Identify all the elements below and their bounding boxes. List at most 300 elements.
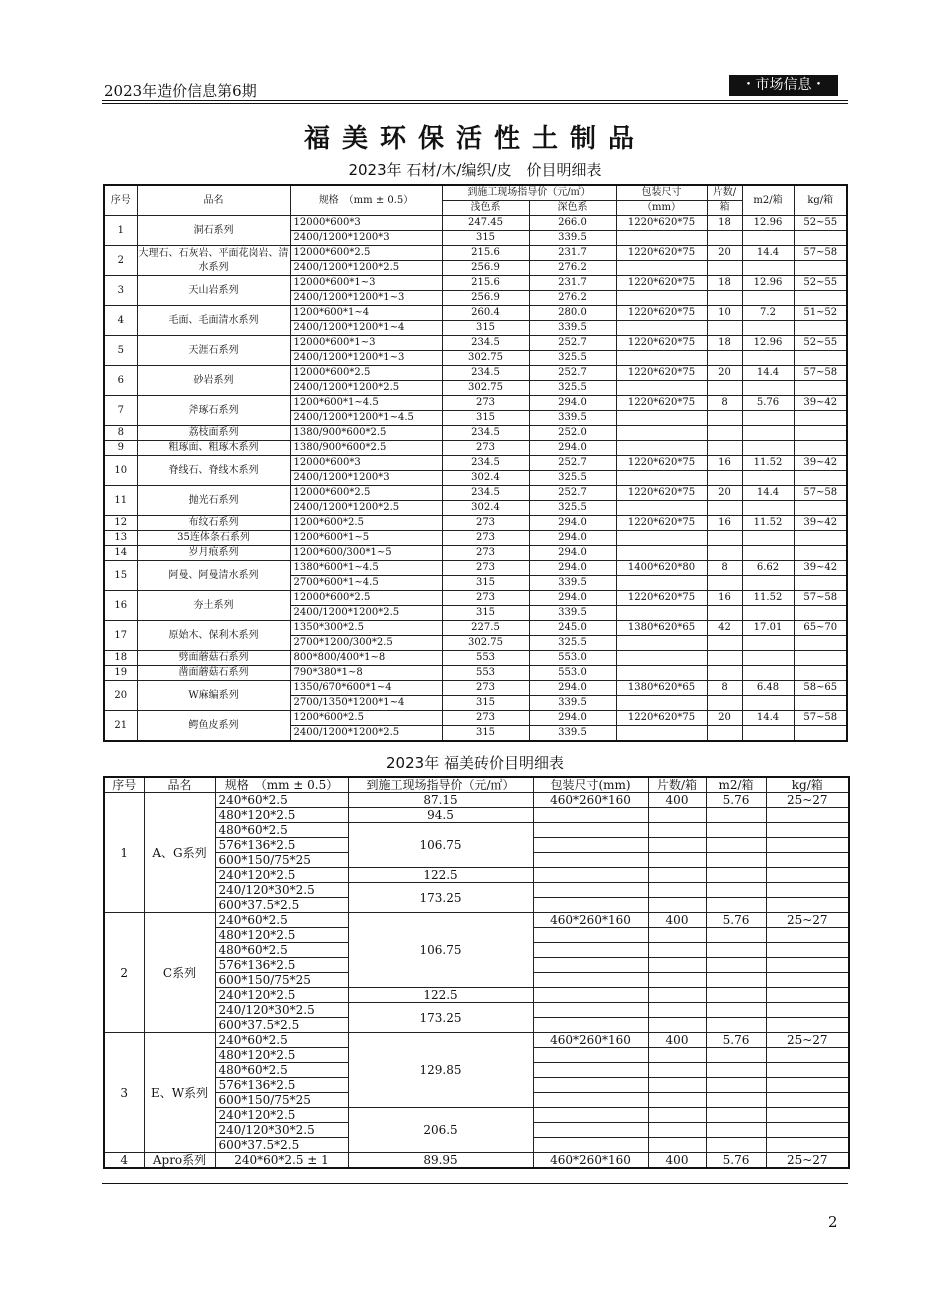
empty-cell xyxy=(533,973,648,988)
spec-cell: 2400/1200*1200*2.5 xyxy=(290,381,442,396)
spec-cell: 2700*600*1~4.5 xyxy=(290,576,442,591)
table-row xyxy=(104,1108,849,1123)
table-row xyxy=(104,276,847,291)
empty-cell xyxy=(707,321,742,336)
empty-cell xyxy=(794,321,847,336)
price-cell: 122.5 xyxy=(348,868,533,883)
price-dark-cell: 252.7 xyxy=(529,486,616,501)
spec-cell: 240/120*30*2.5 xyxy=(215,883,348,898)
price-light-cell: 315 xyxy=(442,231,529,246)
empty-cell xyxy=(533,1048,648,1063)
product-name: 毛面、毛面清水系列 xyxy=(137,306,290,336)
empty-cell xyxy=(533,1018,648,1033)
empty-cell xyxy=(706,853,766,868)
row-number: 2 xyxy=(104,913,144,1033)
empty-cell xyxy=(706,838,766,853)
empty-cell xyxy=(533,928,648,943)
pack-size-cell: 1220*620*75 xyxy=(616,276,707,291)
spec-cell: 576*136*2.5 xyxy=(215,838,348,853)
row-number: 17 xyxy=(104,621,137,651)
pieces-cell xyxy=(707,531,742,546)
empty-cell xyxy=(648,808,706,823)
price-dark-cell: 339.5 xyxy=(529,606,616,621)
table-row xyxy=(104,988,849,1003)
price-light-cell: 273 xyxy=(442,681,529,696)
product-name: 荔枝面系列 xyxy=(137,426,290,441)
row-number: 1 xyxy=(104,793,144,913)
weight-cell xyxy=(794,441,847,456)
pack-size-cell: 1220*620*75 xyxy=(616,306,707,321)
price-light-cell: 315 xyxy=(442,606,529,621)
empty-cell xyxy=(648,988,706,1003)
pieces-cell: 8 xyxy=(707,561,742,576)
spec-cell: 1200*600*1~4 xyxy=(290,306,442,321)
table-row xyxy=(104,868,849,883)
spec-cell: 12000*600*3 xyxy=(290,456,442,471)
table-row xyxy=(104,681,847,696)
area-cell: 12.96 xyxy=(742,216,794,231)
price-light-cell: 256.9 xyxy=(442,261,529,276)
empty-cell xyxy=(706,988,766,1003)
pieces-cell: 20 xyxy=(707,486,742,501)
price-dark-cell: 339.5 xyxy=(529,411,616,426)
page-title: 福美环保活性土制品 xyxy=(303,124,646,154)
weight-cell: 57~58 xyxy=(794,591,847,606)
empty-cell xyxy=(742,471,794,486)
spec-cell: 1200*600*2.5 xyxy=(290,711,442,726)
weight-cell: 58~65 xyxy=(794,681,847,696)
empty-cell xyxy=(794,381,847,396)
header-cell: kg/箱 xyxy=(794,185,847,216)
area-cell: 11.52 xyxy=(742,456,794,471)
empty-cell xyxy=(766,928,849,943)
empty-cell xyxy=(616,696,707,711)
empty-cell xyxy=(648,973,706,988)
spec-cell: 600*150/75*25 xyxy=(215,853,348,868)
table-row xyxy=(104,441,847,456)
empty-cell xyxy=(533,1093,648,1108)
weight-cell: 52~55 xyxy=(794,276,847,291)
price-dark-cell: 339.5 xyxy=(529,726,616,742)
empty-cell xyxy=(706,823,766,838)
empty-cell xyxy=(766,808,849,823)
spec-cell: 1380*600*1~4.5 xyxy=(290,561,442,576)
row-number: 12 xyxy=(104,516,137,531)
price-cell: 87.15 xyxy=(348,793,533,808)
header-cell: 浅色系 xyxy=(442,201,529,216)
price-light-cell: 302.4 xyxy=(442,501,529,516)
table-row xyxy=(104,1153,849,1169)
row-number: 1 xyxy=(104,216,137,246)
pack-size-cell xyxy=(616,531,707,546)
area-cell: 5.76 xyxy=(706,913,766,928)
header-cell: 序号 xyxy=(104,185,137,216)
pack-size-cell: 1380*620*65 xyxy=(616,681,707,696)
price-light-cell: 273 xyxy=(442,591,529,606)
empty-cell xyxy=(794,231,847,246)
pieces-cell: 18 xyxy=(707,276,742,291)
spec-cell: 480*120*2.5 xyxy=(215,1048,348,1063)
spec-cell: 2400/1200*1200*1~4.5 xyxy=(290,411,442,426)
table-row xyxy=(104,216,847,231)
pack-size-cell xyxy=(616,546,707,561)
table-row xyxy=(104,366,847,381)
empty-cell xyxy=(706,808,766,823)
empty-cell xyxy=(648,1123,706,1138)
spec-cell: 240*60*2.5 xyxy=(215,793,348,808)
empty-cell xyxy=(766,838,849,853)
empty-cell xyxy=(616,261,707,276)
spec-cell: 240*60*2.5 ± 1 xyxy=(215,1153,348,1169)
empty-cell xyxy=(648,898,706,913)
spec-cell: 240*60*2.5 xyxy=(215,913,348,928)
price-dark-cell: 339.5 xyxy=(529,321,616,336)
row-number: 5 xyxy=(104,336,137,366)
row-number: 3 xyxy=(104,276,137,306)
row-number: 7 xyxy=(104,396,137,426)
area-cell: 6.48 xyxy=(742,681,794,696)
pieces-cell: 20 xyxy=(707,366,742,381)
empty-cell xyxy=(706,1048,766,1063)
product-name: 原始木、保利木系列 xyxy=(137,621,290,651)
price-light-cell: 553 xyxy=(442,666,529,681)
price-dark-cell: 252.0 xyxy=(529,426,616,441)
pack-size-cell: 1220*620*75 xyxy=(616,216,707,231)
empty-cell xyxy=(706,898,766,913)
empty-cell xyxy=(616,636,707,651)
empty-cell xyxy=(533,838,648,853)
pack-size-cell: 1380*620*65 xyxy=(616,621,707,636)
empty-cell xyxy=(706,1123,766,1138)
spec-cell: 1200*600*1~5 xyxy=(290,531,442,546)
price-light-cell: 215.6 xyxy=(442,246,529,261)
weight-cell xyxy=(794,546,847,561)
spec-cell: 480*60*2.5 xyxy=(215,943,348,958)
price-dark-cell: 245.0 xyxy=(529,621,616,636)
spec-cell: 1380/900*600*2.5 xyxy=(290,426,442,441)
product-name: 粗琢面、粗琢木系列 xyxy=(137,441,290,456)
area-cell: 14.4 xyxy=(742,486,794,501)
table-row xyxy=(104,793,849,808)
footer-rule xyxy=(102,1183,848,1184)
empty-cell xyxy=(616,381,707,396)
empty-cell xyxy=(706,1018,766,1033)
row-number: 19 xyxy=(104,666,137,681)
empty-cell xyxy=(794,351,847,366)
price-dark-cell: 553.0 xyxy=(529,666,616,681)
empty-cell xyxy=(707,696,742,711)
pieces-cell: 400 xyxy=(648,1033,706,1048)
empty-cell xyxy=(766,823,849,838)
spec-cell: 1350*300*2.5 xyxy=(290,621,442,636)
price-dark-cell: 266.0 xyxy=(529,216,616,231)
empty-cell xyxy=(616,471,707,486)
pack-size-cell xyxy=(616,666,707,681)
empty-cell xyxy=(766,973,849,988)
header-cell: 序号 xyxy=(104,777,144,793)
price-cell: 89.95 xyxy=(348,1153,533,1169)
price-light-cell: 273 xyxy=(442,561,529,576)
weight-cell: 51~52 xyxy=(794,306,847,321)
price-cell: 129.85 xyxy=(348,1033,533,1108)
weight-cell: 25~27 xyxy=(766,1153,849,1169)
product-name: 斧琢石系列 xyxy=(137,396,290,426)
empty-cell xyxy=(794,501,847,516)
row-number: 9 xyxy=(104,441,137,456)
pack-size-cell: 460*260*160 xyxy=(533,1033,648,1048)
price-light-cell: 302.4 xyxy=(442,471,529,486)
empty-cell xyxy=(616,351,707,366)
table-row xyxy=(104,651,847,666)
empty-cell xyxy=(706,868,766,883)
pieces-cell: 18 xyxy=(707,216,742,231)
spec-cell: 600*37.5*2.5 xyxy=(215,898,348,913)
empty-cell xyxy=(794,606,847,621)
empty-cell xyxy=(648,868,706,883)
spec-cell: 1200*600*2.5 xyxy=(290,516,442,531)
weight-cell: 57~58 xyxy=(794,246,847,261)
product-name: 夯土系列 xyxy=(137,591,290,621)
empty-cell xyxy=(707,291,742,306)
spec-cell: 2400/1200*1200*2.5 xyxy=(290,606,442,621)
row-number: 14 xyxy=(104,546,137,561)
spec-cell: 800*800/400*1~8 xyxy=(290,651,442,666)
table-row xyxy=(104,456,847,471)
pack-size-cell: 1220*620*75 xyxy=(616,336,707,351)
table-row xyxy=(104,546,847,561)
pieces-cell: 8 xyxy=(707,681,742,696)
row-number: 13 xyxy=(104,531,137,546)
pack-size-cell: 460*260*160 xyxy=(533,913,648,928)
product-name: 脊线石、脊线木系列 xyxy=(137,456,290,486)
header-cell: 规格 （mm ± 0.5） xyxy=(290,185,442,216)
spec-cell: 240/120*30*2.5 xyxy=(215,1003,348,1018)
empty-cell xyxy=(766,988,849,1003)
price-light-cell: 234.5 xyxy=(442,336,529,351)
empty-cell xyxy=(706,1093,766,1108)
spec-cell: 2400/1200*1200*2.5 xyxy=(290,726,442,742)
empty-cell xyxy=(648,958,706,973)
price-dark-cell: 294.0 xyxy=(529,516,616,531)
empty-cell xyxy=(616,321,707,336)
empty-cell xyxy=(648,1003,706,1018)
header-cell: 包装尺寸(mm) xyxy=(533,777,648,793)
empty-cell xyxy=(707,231,742,246)
weight-cell: 52~55 xyxy=(794,336,847,351)
weight-cell: 65~70 xyxy=(794,621,847,636)
price-dark-cell: 325.5 xyxy=(529,636,616,651)
spec-cell: 600*37.5*2.5 xyxy=(215,1138,348,1153)
empty-cell xyxy=(616,606,707,621)
price-cell: 173.25 xyxy=(348,1003,533,1033)
price-light-cell: 273 xyxy=(442,396,529,411)
product-name: W麻编系列 xyxy=(137,681,290,711)
empty-cell xyxy=(616,231,707,246)
price-light-cell: 227.5 xyxy=(442,621,529,636)
price-light-cell: 315 xyxy=(442,411,529,426)
pieces-cell xyxy=(707,441,742,456)
area-cell: 7.2 xyxy=(742,306,794,321)
header-row xyxy=(104,777,849,793)
header-cell: 到施工现场指导价（元/㎡） xyxy=(442,185,616,201)
header-cell: 深色系 xyxy=(529,201,616,216)
price-dark-cell: 339.5 xyxy=(529,576,616,591)
empty-cell xyxy=(707,261,742,276)
spec-cell: 240*120*2.5 xyxy=(215,1108,348,1123)
row-number: 15 xyxy=(104,561,137,591)
spec-cell: 1380/900*600*2.5 xyxy=(290,441,442,456)
price-dark-cell: 276.2 xyxy=(529,261,616,276)
price-light-cell: 256.9 xyxy=(442,291,529,306)
empty-cell xyxy=(706,1063,766,1078)
row-number: 11 xyxy=(104,486,137,516)
empty-cell xyxy=(766,883,849,898)
price-dark-cell: 325.5 xyxy=(529,381,616,396)
product-name: 劈面蘑菇石系列 xyxy=(137,651,290,666)
page-number: 2 xyxy=(828,1213,838,1231)
spec-cell: 2400/1200*1200*1~3 xyxy=(290,291,442,306)
empty-cell xyxy=(766,1138,849,1153)
empty-cell xyxy=(533,808,648,823)
empty-cell xyxy=(707,381,742,396)
spec-cell: 480*60*2.5 xyxy=(215,1063,348,1078)
weight-cell: 25~27 xyxy=(766,1033,849,1048)
empty-cell xyxy=(648,823,706,838)
price-dark-cell: 325.5 xyxy=(529,471,616,486)
empty-cell xyxy=(648,1018,706,1033)
weight-cell: 52~55 xyxy=(794,216,847,231)
price-dark-cell: 294.0 xyxy=(529,441,616,456)
price-dark-cell: 294.0 xyxy=(529,711,616,726)
empty-cell xyxy=(706,973,766,988)
pack-size-cell: 1220*620*75 xyxy=(616,456,707,471)
header-cell: 片数/箱 xyxy=(648,777,706,793)
empty-cell xyxy=(648,883,706,898)
row-number: 3 xyxy=(104,1033,144,1153)
empty-cell xyxy=(706,928,766,943)
header-cell: 到施工现场指导价（元/㎡） xyxy=(348,777,533,793)
pack-size-cell: 1220*620*75 xyxy=(616,711,707,726)
price-light-cell: 302.75 xyxy=(442,381,529,396)
table-row xyxy=(104,486,847,501)
row-number: 8 xyxy=(104,426,137,441)
price-dark-cell: 231.7 xyxy=(529,276,616,291)
empty-cell xyxy=(533,943,648,958)
area-cell: 14.4 xyxy=(742,366,794,381)
area-cell: 14.4 xyxy=(742,711,794,726)
empty-cell xyxy=(742,576,794,591)
empty-cell xyxy=(766,1078,849,1093)
empty-cell xyxy=(533,988,648,1003)
empty-cell xyxy=(533,898,648,913)
price-light-cell: 215.6 xyxy=(442,276,529,291)
product-name: 天山岩系列 xyxy=(137,276,290,306)
weight-cell: 57~58 xyxy=(794,366,847,381)
row-number: 6 xyxy=(104,366,137,396)
empty-cell xyxy=(742,261,794,276)
pack-size-cell: 1400*620*80 xyxy=(616,561,707,576)
price-dark-cell: 339.5 xyxy=(529,696,616,711)
row-number: 21 xyxy=(104,711,137,742)
area-cell xyxy=(742,666,794,681)
header-cell: 包装尺寸 xyxy=(616,185,707,201)
area-cell xyxy=(742,531,794,546)
header-cell: 规格 （mm ± 0.5） xyxy=(215,777,348,793)
empty-cell xyxy=(706,1108,766,1123)
issue-label: 2023年造价信息第6期 xyxy=(104,82,257,100)
price-cell: 106.75 xyxy=(348,823,533,868)
table-row xyxy=(104,1003,849,1018)
weight-cell: 39~42 xyxy=(794,396,847,411)
empty-cell xyxy=(648,853,706,868)
pack-size-cell: 1220*620*75 xyxy=(616,246,707,261)
table-row xyxy=(104,336,847,351)
empty-cell xyxy=(742,321,794,336)
empty-cell xyxy=(707,606,742,621)
pieces-cell: 16 xyxy=(707,516,742,531)
area-cell: 11.52 xyxy=(742,516,794,531)
price-light-cell: 234.5 xyxy=(442,456,529,471)
pieces-cell: 16 xyxy=(707,591,742,606)
empty-cell xyxy=(707,636,742,651)
table-row xyxy=(104,711,847,726)
product-name: 大理石、石灰岩、平面花岗岩、清水系列 xyxy=(137,246,290,276)
header-cell: m2/箱 xyxy=(742,185,794,216)
section-badge: ・市场信息・ xyxy=(729,75,838,96)
empty-cell xyxy=(742,291,794,306)
empty-cell xyxy=(533,853,648,868)
empty-cell xyxy=(533,1138,648,1153)
spec-cell: 12000*600*2.5 xyxy=(290,591,442,606)
product-name: 洞石系列 xyxy=(137,216,290,246)
spec-cell: 480*120*2.5 xyxy=(215,808,348,823)
spec-cell: 12000*600*2.5 xyxy=(290,486,442,501)
price-light-cell: 260.4 xyxy=(442,306,529,321)
area-cell: 5.76 xyxy=(706,1153,766,1169)
table-row xyxy=(104,883,849,898)
empty-cell xyxy=(616,576,707,591)
empty-cell xyxy=(533,883,648,898)
header-cell: kg/箱 xyxy=(766,777,849,793)
pack-size-cell xyxy=(616,441,707,456)
pack-size-cell xyxy=(616,651,707,666)
empty-cell xyxy=(766,1108,849,1123)
header-cell: 片数/ xyxy=(707,185,742,201)
spec-cell: 790*380*1~8 xyxy=(290,666,442,681)
empty-cell xyxy=(766,943,849,958)
empty-cell xyxy=(742,726,794,742)
spec-cell: 600*37.5*2.5 xyxy=(215,1018,348,1033)
empty-cell xyxy=(742,606,794,621)
product-name: 岁月痕系列 xyxy=(137,546,290,561)
empty-cell xyxy=(742,636,794,651)
table-row xyxy=(104,531,847,546)
price-dark-cell: 294.0 xyxy=(529,561,616,576)
table-row xyxy=(104,913,849,928)
pieces-cell xyxy=(707,546,742,561)
table-row xyxy=(104,823,849,838)
spec-cell: 600*150/75*25 xyxy=(215,1093,348,1108)
empty-cell xyxy=(766,1123,849,1138)
empty-cell xyxy=(794,576,847,591)
table1-caption: 2023年 石材/木/编织/皮 价目明细表 xyxy=(348,161,602,179)
header-cell: m2/箱 xyxy=(706,777,766,793)
row-number: 18 xyxy=(104,651,137,666)
price-dark-cell: 294.0 xyxy=(529,396,616,411)
pieces-cell: 20 xyxy=(707,246,742,261)
header-rule xyxy=(102,100,848,101)
header-cell: 品名 xyxy=(137,185,290,216)
